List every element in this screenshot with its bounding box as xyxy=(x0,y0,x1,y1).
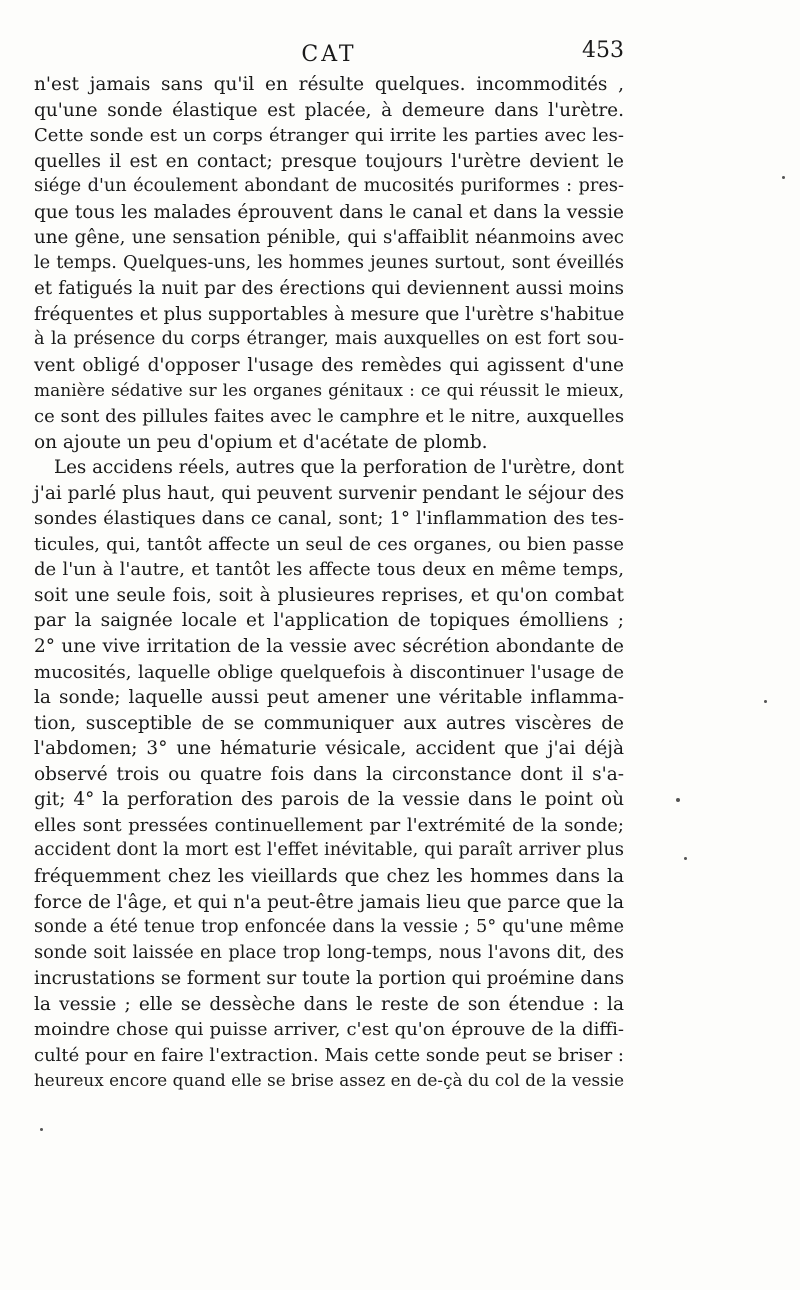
text-line: quelles il est en contact; presque toujours l'urètre devient le xyxy=(34,150,624,172)
paragraph-first-line: Les accidens réels, autres que la perforation de l'urètre, dont xyxy=(54,457,624,479)
text-line: sondes élastiques dans ce canal, sont; 1° l'inflammation des tes- xyxy=(34,508,624,530)
text-line: mucosités, laquelle oblige quelquefois à discontinuer l'usage de xyxy=(34,661,624,683)
text-line: vent obligé d'opposer l'usage des remèdes qui agissent d'une xyxy=(34,355,624,377)
paragraph-end-line: on ajoute un peu d'opium et d'acétate de plomb. xyxy=(34,431,488,453)
text-line: la sonde; laquelle aussi peut amener une véritable inflamma- xyxy=(34,687,624,709)
text-line: et fatigués la nuit par des érections qui deviennent aussi moins xyxy=(34,278,624,300)
scan-speck xyxy=(676,798,680,802)
text-line: à la présence du corps étranger, mais auxquelles on est fort sou- xyxy=(34,329,624,350)
text-line: j'ai parlé plus haut, qui peuvent survenir pendant le séjour des xyxy=(34,482,625,504)
scan-speck xyxy=(40,1128,43,1131)
text-line: soit une seule fois, soit à plusieures reprises, et qu'on combat xyxy=(34,584,624,606)
text-line: de l'un à l'autre, et tantôt les affecte tous deux en même temps, xyxy=(34,559,624,581)
scan-speck xyxy=(782,176,785,179)
text-line: git; 4° la perforation des parois de la vessie dans le point où xyxy=(34,789,624,811)
text-line: sonde soit laissée en place trop long-temps, nous l'avons dit, des xyxy=(34,942,624,963)
text-line: heureux encore quand elle se brise assez en de-çà du col de la vessie xyxy=(34,1070,624,1091)
text-line: force de l'âge, et qui n'a peut-être jamais lieu que parce que la xyxy=(34,891,624,913)
page-number: 453 xyxy=(582,38,624,63)
text-line: fréquemment chez les vieillards que chez les hommes dans la xyxy=(34,865,624,887)
text-line: n'est jamais sans qu'il en résulte quelques. incommodités , xyxy=(34,74,624,95)
text-line: culté pour en faire l'extraction. Mais cette sonde peut se briser : xyxy=(34,1044,624,1066)
text-line: par la saignée locale et l'application de topiques émolliens ; xyxy=(34,610,624,632)
text-line: la vessie ; elle se dessèche dans le reste de son étendue : la xyxy=(34,993,624,1015)
text-line: accident dont la mort est l'effet inévitable, qui paraît arriver plus xyxy=(34,840,624,861)
text-line: Cette sonde est un corps étranger qui irrite les parties avec les- xyxy=(34,125,624,147)
text-line: siége d'un écoulement abondant de mucosités puriformes : pres- xyxy=(34,176,624,197)
text-line: une gêne, une sensation pénible, qui s'affaiblit néanmoins avec xyxy=(34,227,624,249)
text-line: 2° une vive irritation de la vessie avec sécrétion abondante de xyxy=(34,636,624,658)
text-line: elles sont pressées continuellement par l'extrémité de la sonde; xyxy=(34,814,624,836)
running-head xyxy=(34,38,624,76)
text-line: manière sédative sur les organes génitaux : ce qui réussit le mieux, xyxy=(34,380,624,401)
text-line: incrustations se forment sur toute la portion qui proémine dans xyxy=(34,968,625,990)
text-line: ticules, qui, tantôt affecte un seul de ces organes, ou bien passe xyxy=(34,533,624,555)
text-line: moindre chose qui puisse arriver, c'est qu'on éprouve de la diffi- xyxy=(34,1019,624,1041)
text-line: l'abdomen; 3° une hématurie vésicale, accident que j'ai déjà xyxy=(34,738,624,760)
scan-speck xyxy=(764,700,767,703)
scan-speck xyxy=(684,857,687,860)
text-line: tion, susceptible de se communiquer aux autres viscères de xyxy=(34,712,624,734)
body-text xyxy=(34,72,624,1094)
text-line: ce sont des pillules faites avec le camphre et le nitre, auxquelles xyxy=(34,406,625,428)
text-line: qu'une sonde élastique est placée, à demeure dans l'urètre. xyxy=(34,99,624,121)
text-line: le temps. Quelques-uns, les hommes jeunes surtout, sont éveillés xyxy=(34,252,624,273)
text-line: que tous les malades éprouvent dans le canal et dans la vessie xyxy=(34,201,624,223)
text-line: observé trois ou quatre fois dans la circonstance dont il s'a- xyxy=(34,763,624,785)
text-line: sonde a été tenue trop enfoncée dans la vessie ; 5° qu'une même xyxy=(34,917,624,938)
text-line: fréquentes et plus supportables à mesure que l'urètre s'habitue xyxy=(34,303,625,325)
running-title: CAT xyxy=(301,42,357,67)
